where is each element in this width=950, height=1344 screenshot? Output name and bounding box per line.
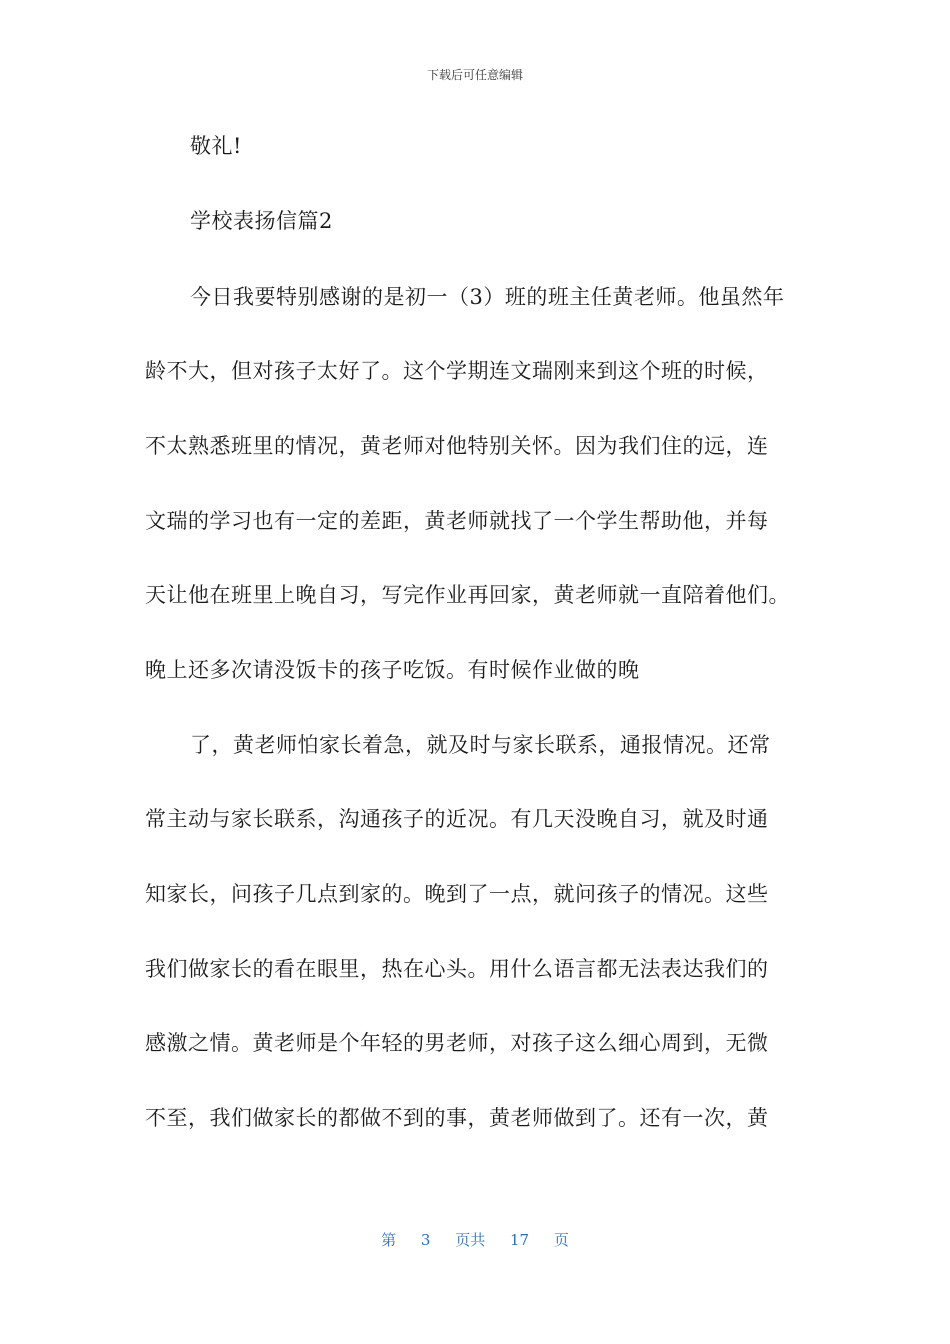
paragraph-line: 龄不大，但对孩子太好了。这个学期连文瑞刚来到这个班的时候， xyxy=(145,359,769,383)
footer-prefix: 第 xyxy=(381,1231,397,1249)
paragraph-line: 不太熟悉班里的情况，黄老师对他特别关怀。因为我们住的远，连 xyxy=(145,434,769,458)
footer-total-pages: 17 xyxy=(510,1231,530,1249)
footer-page-number: 3 xyxy=(420,1231,431,1249)
paragraph-line: 文瑞的学习也有一定的差距，黄老师就找了一个学生帮助他，并每 xyxy=(145,509,769,533)
paragraph-line: 常主动与家长联系，沟通孩子的近况。有几天没晚自习，就及时通 xyxy=(145,807,769,831)
page-footer xyxy=(0,1229,950,1250)
paragraph-line: 晚上还多次请没饭卡的孩子吃饭。有时候作业做的晚 xyxy=(145,658,640,682)
paragraph-line: 今日我要特别感谢的是初一（3）班的班主任黄老师。他虽然年 xyxy=(190,285,785,309)
paragraph-line: 感激之情。黄老师是个年轻的男老师，对孩子这么细心周到，无微 xyxy=(145,1031,769,1055)
footer-middle: 页共 xyxy=(455,1231,486,1249)
section-heading: 学校表扬信篇2 xyxy=(190,209,333,233)
paragraph-line: 我们做家长的看在眼里，热在心头。用什么语言都无法表达我们的 xyxy=(145,957,769,981)
closing-salutation: 敬礼! xyxy=(190,134,242,158)
paragraph-line: 不至，我们做家长的都做不到的事，黄老师做到了。还有一次，黄 xyxy=(145,1106,769,1130)
paragraph-line: 了，黄老师怕家长着急，就及时与家长联系，通报情况。还常 xyxy=(190,733,771,757)
page-header-note: 下载后可任意编辑 xyxy=(426,68,523,82)
footer-suffix: 页 xyxy=(553,1231,569,1249)
paragraph-line: 知家长，问孩子几点到家的。晚到了一点，就问孩子的情况。这些 xyxy=(145,882,769,906)
paragraph-line: 天让他在班里上晚自习，写完作业再回家，黄老师就一直陪着他们。 xyxy=(145,583,790,607)
